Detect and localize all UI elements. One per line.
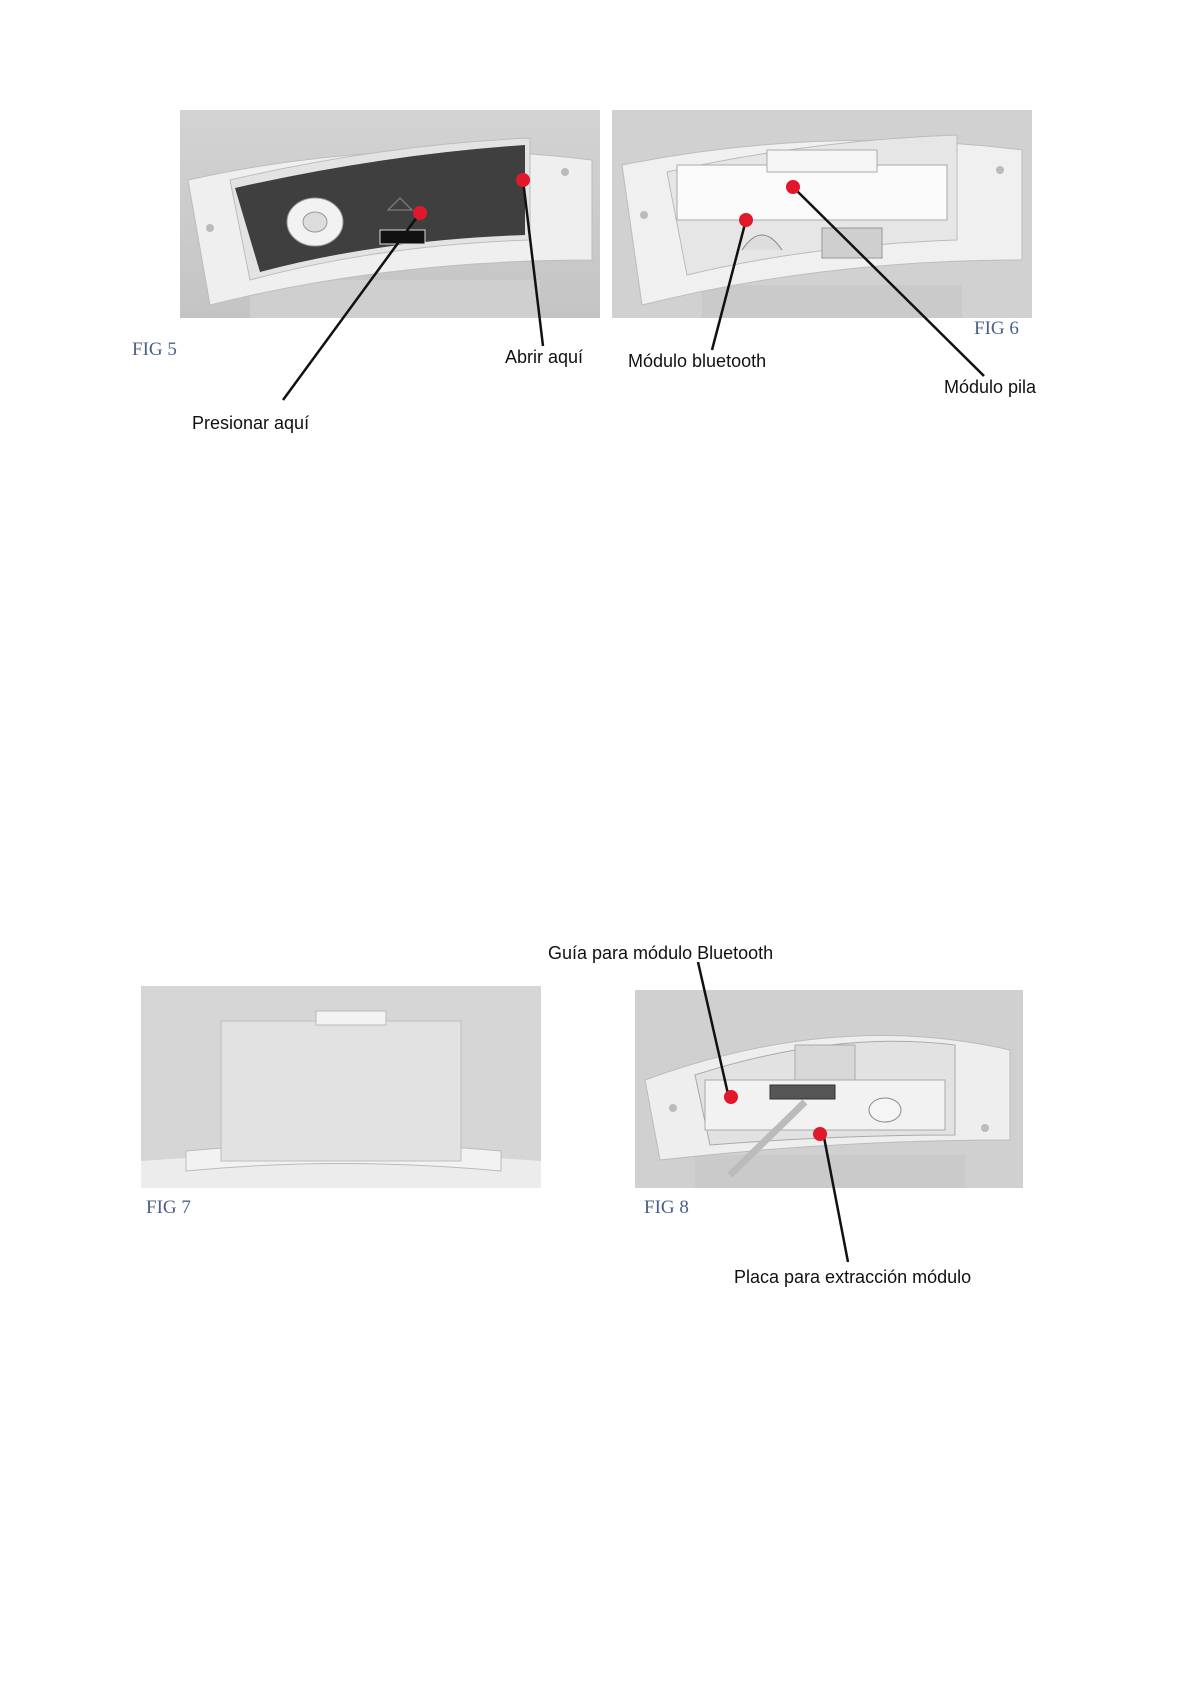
fig5-label: FIG 5 <box>132 339 177 360</box>
callout-bluetooth: Módulo bluetooth <box>628 351 767 371</box>
fig8-image <box>635 990 1023 1188</box>
fig7-illustration <box>141 986 541 1188</box>
callout-presionar: Presionar aquí <box>192 413 310 433</box>
fig5-illustration <box>180 110 600 318</box>
callout-abrir: Abrir aquí <box>505 347 584 367</box>
fig6-label: FIG 6 <box>974 318 1019 339</box>
callout-pila: Módulo pila <box>944 377 1037 397</box>
fig8-illustration <box>635 990 1023 1188</box>
fig8-label: FIG 8 <box>644 1197 689 1218</box>
fig6-image <box>612 110 1032 318</box>
fig7-label: FIG 7 <box>146 1197 191 1218</box>
fig6-illustration <box>612 110 1032 318</box>
callout-guia: Guía para módulo Bluetooth <box>548 943 774 963</box>
callout-placa: Placa para extracción módulo <box>734 1267 972 1287</box>
fig7-image <box>141 986 541 1188</box>
fig5-image <box>180 110 600 318</box>
